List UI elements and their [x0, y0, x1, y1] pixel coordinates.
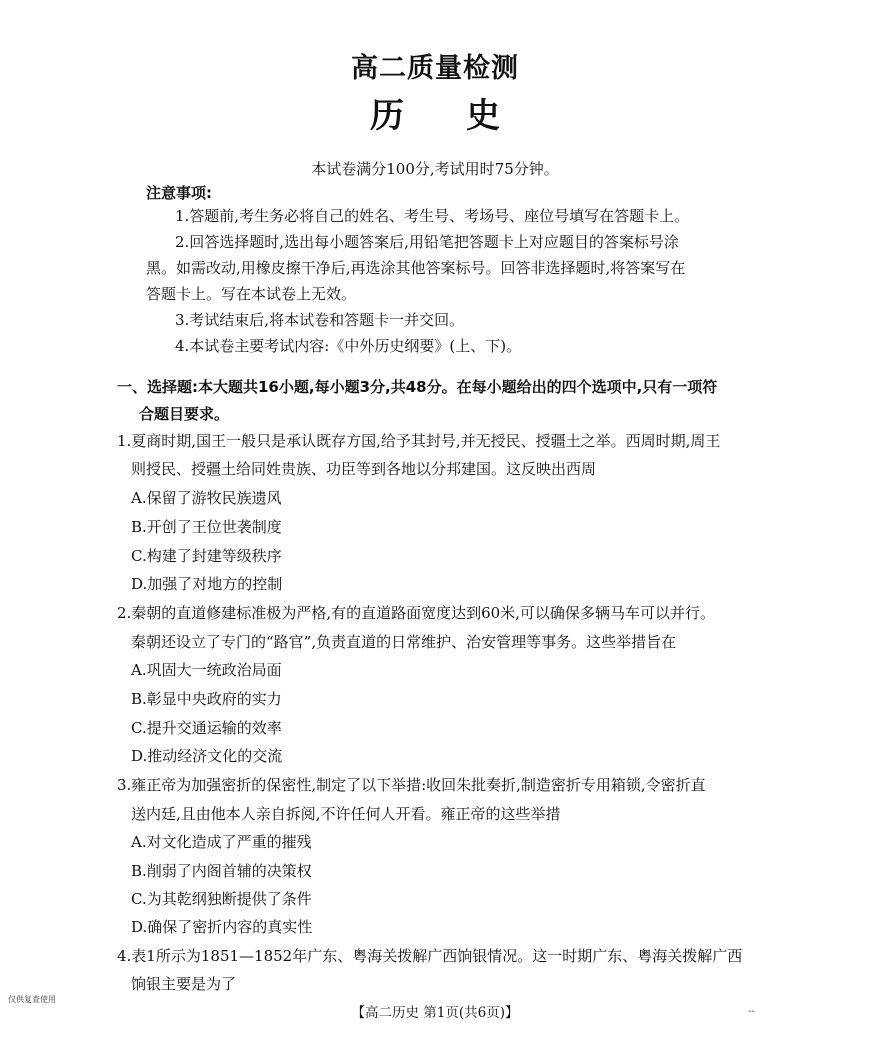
question-3-option-d: D.确保了密折内容的真实性 [131, 918, 313, 936]
notes-heading: 注意事项: [146, 184, 212, 202]
question-2-option-d: D.推动经济文化的交流 [131, 747, 283, 765]
exam-title: 高二质量检测 [351, 53, 519, 84]
question-3-option-a: A.对文化造成了严重的摧残 [131, 833, 312, 851]
question-1-option-a: A.保留了游牧民族遗风 [131, 489, 282, 507]
question-4-stem: 饷银主要是为了 [131, 975, 237, 993]
section-heading: 一、选择题:本大题共16小题,每小题3分,共48分。在每小题给出的四个选项中,只有一项符 [117, 378, 718, 396]
question-2-option-b: B.彰显中央政府的实力 [131, 690, 282, 708]
question-2-option-a: A.巩固大一统政治局面 [131, 661, 282, 679]
note-line: 答题卡上。写在本试卷上无效。 [146, 285, 357, 303]
question-3-stem: 3.雍正帝为加强密折的保密性,制定了以下举措:收回朱批奏折,制造密折专用箱锁,令密折直 [117, 776, 706, 794]
question-1-stem: 1.夏商时期,国王一般只是承认既存方国,给予其封号,并无授民、授疆土之举。西周时期,周王 [117, 432, 721, 450]
question-3-option-c: C.为其乾纲独断提供了条件 [131, 890, 312, 908]
note-line: 2.回答选择题时,选出每小题答案后,用铅笔把答题卡上对应题目的答案标号涂 [175, 233, 679, 251]
subject-title [0, 88, 870, 137]
question-1-option-c: C.构建了封建等级秩序 [131, 547, 282, 565]
exam-info: 本试卷满分100分,考试用时75分钟。 [311, 160, 559, 178]
note-line: 1.答题前,考生务必将自己的姓名、考生号、考场号、座位号填写在答题卡上。 [175, 207, 690, 225]
question-3-stem: 送内廷,且由他本人亲自拆阅,不许任何人开看。雍正帝的这些举措 [131, 805, 561, 823]
question-2-stem: 秦朝还设立了专门的“路官”,负责直道的日常维护、治安管理等事务。这些举措旨在 [131, 633, 677, 651]
question-1-stem: 则授民、授疆土给同姓贵族、功臣等到各地以分邦建国。这反映出西周 [131, 460, 597, 478]
note-line: 黑。如需改动,用橡皮擦干净后,再选涂其他答案标号。回答非选择题时,将答案写在 [146, 259, 686, 277]
page-footer: 【高二历史 第1页(共6页)】 [351, 1005, 519, 1021]
question-1-option-d: D.加强了对地方的控制 [131, 575, 283, 593]
side-note: 仅供复查使用 [8, 995, 56, 1004]
section-heading-cont: 合题目要求。 [139, 405, 230, 423]
footer-dash: -- [748, 1006, 755, 1017]
note-line: 3.考试结束后,将本试卷和答题卡一并交回。 [175, 311, 465, 329]
question-2-stem: 2.秦朝的直道修建标准极为严格,有的直道路面宽度达到60米,可以确保多辆马车可以并行。 [117, 604, 715, 622]
question-2-option-c: C.提升交通运输的效率 [131, 719, 282, 737]
note-line: 4.本试卷主要考试内容:《中外历史纲要》(上、下)。 [175, 337, 522, 355]
subject-char-2: 史 [466, 96, 500, 136]
subject-char-1: 历 [370, 96, 404, 136]
question-1-option-b: B.开创了王位世袭制度 [131, 518, 282, 536]
question-4-stem: 4.表1所示为1851—1852年广东、粤海关拨解广西饷银情况。这一时期广东、粤海关拨解广西 [117, 947, 743, 965]
question-3-option-b: B.削弱了内阁首辅的决策权 [131, 862, 312, 880]
